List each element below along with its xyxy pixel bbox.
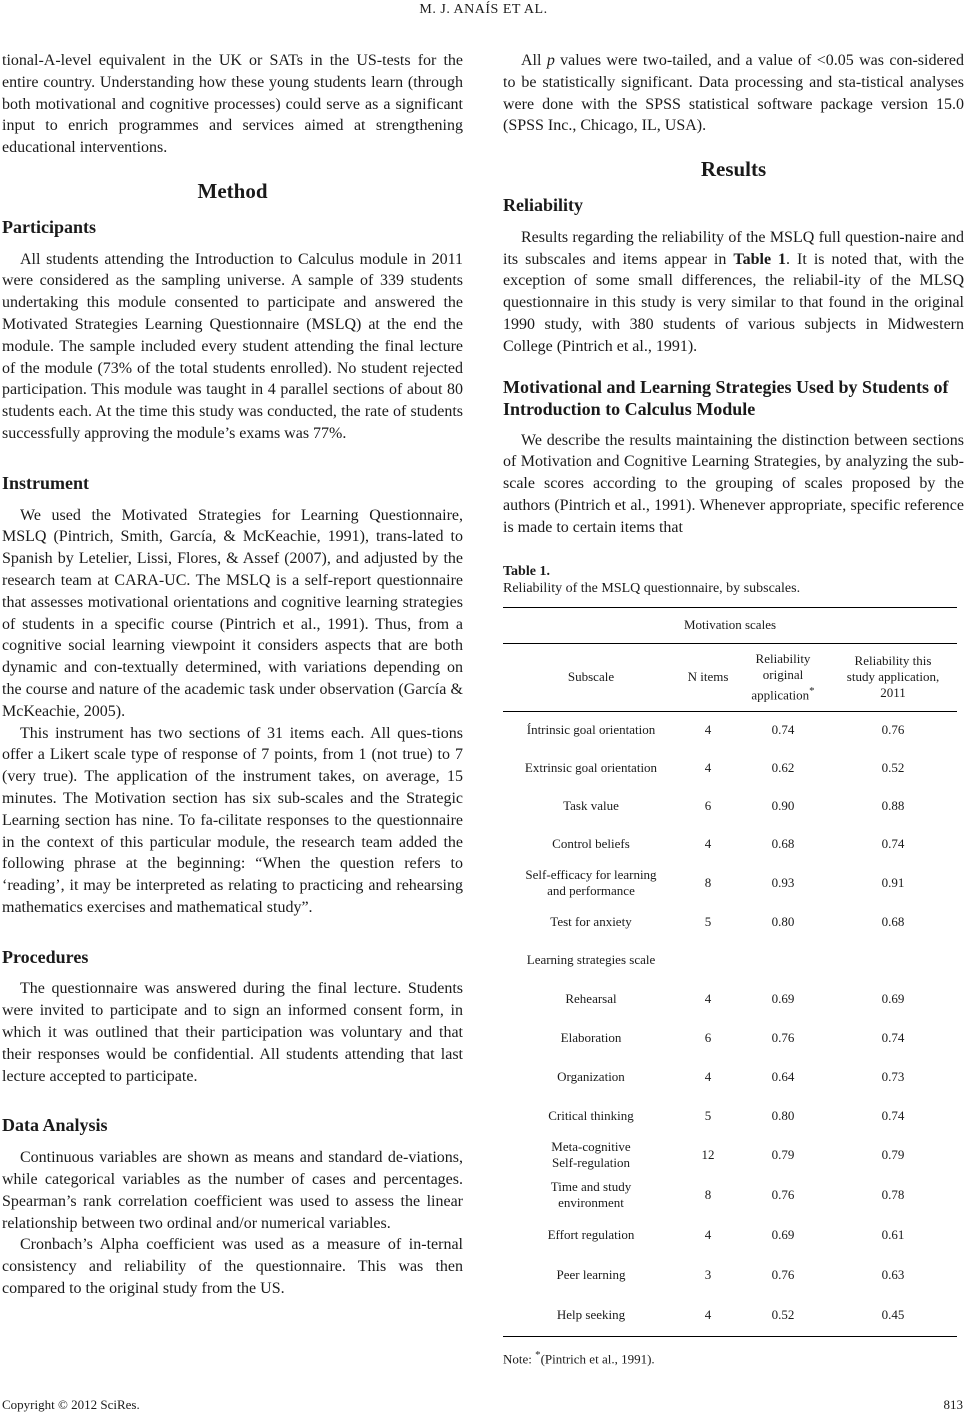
header-reliability-this-study: Reliability this study application, 2011 bbox=[829, 643, 957, 711]
table-number: Table 1. bbox=[503, 563, 550, 579]
p-values-text-start: All bbox=[521, 52, 547, 69]
table-title: Reliability of the MSLQ questionnaire, by subscales. bbox=[503, 580, 801, 596]
left-column bbox=[2, 50, 463, 1300]
table-row: Self-efficacy for learning and performance 8 0.93 0.91 bbox=[525, 867, 905, 899]
table-row: Meta-cognitive Self-regulation 12 0.79 0.79 bbox=[551, 1139, 905, 1171]
table-row: Time and study environment 8 0.76 0.78 bbox=[550, 1179, 905, 1211]
paragraph-data-analysis-1: Continuous variables are shown as means and standard de-viations, while categorical variables as the number of cases and percentages. Spearman’s rank correlation coefficient was used to assess the linear relationship between two ordinal and/or numerical variables. bbox=[2, 1149, 463, 1232]
table-row: Rehearsal 4 0.69 0.69 bbox=[565, 990, 905, 1006]
paragraph-intro: tional-A-level equivalent in the UK or SATs in the US-tests for the entire country. Understanding how these young students learn (through both motivational and cognitive processes) could serve as a significant input to enrich programmes and services aimed at strengthening educational interventions. bbox=[2, 52, 463, 157]
table-row: Control beliefs 4 0.68 0.74 bbox=[552, 836, 905, 852]
paragraph-instrument-2: This instrument has two sections of 31 items each. All ques-tions offer a Likert scale type of response of 7 points, from 1 (not true) to 7 (very true). The application of the instrument takes, on average, 15 minutes. The Motivation section has six sub-scales and the Strategic Learning section has nine. To fa-cilitate responses to the questionnaire in the context of this particular module, the research team added the following phrase at the beginning: “When the question refers to ‘reading’, it may be interpreted as relating to practicing and rehearsing mathematics exercises and mathematical study”. bbox=[2, 724, 463, 916]
table-row: Task value 6 0.90 0.88 bbox=[563, 798, 905, 814]
p-values-text-end: values were two-tailed, and a value of <0.05 was con-sidered to be statistically significant. Data processing and sta-tistical analyses were done with the SPSS statistical software package version 15.0 (SPSS Inc., Chicago, IL, USA). bbox=[503, 52, 964, 135]
reliability-table bbox=[503, 607, 957, 1337]
reliability-text-start: Results regarding the reliability of the MSLQ full question-naire and its subscales and items appear in bbox=[503, 228, 964, 268]
table-caption bbox=[503, 563, 964, 597]
running-head: M. J. ANAÍS ET AL. bbox=[419, 2, 548, 17]
table-row: Test for anxiety 5 0.80 0.68 bbox=[550, 914, 905, 930]
header-n-items: N items bbox=[679, 643, 737, 711]
right-column bbox=[503, 50, 964, 1370]
p-symbol: p bbox=[546, 52, 555, 69]
reliability-text-end: . It is noted that, with the exception of some small differences, the reliabil-ity of the MLSQ questionnaire in this study is very similar to that found in the original 1990 study, with 380 students of various subjects in Midwestern College (Pintrich et al., 1991). bbox=[503, 250, 965, 355]
paragraph-p-values bbox=[503, 50, 964, 137]
table-header-row bbox=[503, 643, 957, 711]
paragraph-instrument-1: We used the Motivated Strategies for Learning Questionnaire, MSLQ (Pintrich, Smith, García, & McKeachie, 1991), trans-lated to Spanish by Letelier, Lissi, Flores, & Assef (2007), and adjusted by the research team at CARA-UC. The MSLQ is a self-report questionnaire that assesses motivational orientations and cognitive learning strategies of students in a specific course (Pintrich et al., 1991). Thus, from a cognitive social learning viewpoint it considers aspects that are both dynamic and con-textually determined, with variations depending on the course and nature of the academic task under observation (García & McKeachie, 2005). bbox=[2, 506, 463, 720]
table-reference: Table 1 bbox=[733, 250, 787, 268]
table-row: Peer learning 3 0.76 0.63 bbox=[556, 1267, 905, 1283]
section-learning-strategies: Learning strategies scale bbox=[526, 952, 656, 968]
paragraph-procedures: The questionnaire was answered during the final lecture. Students were invited to participate and to sign an informed consent form, in which it was outlined that their participation was voluntary and that their responses would be confidential. All students attending that last lecture accepted to participate. bbox=[2, 980, 463, 1085]
table-row: Help seeking 4 0.52 0.45 bbox=[503, 1295, 957, 1336]
paragraph-motivational: We describe the results maintaining the distinction between sections of Motivation and Cognitive Learning Strategies, by analyzing the sub-scale scores according to the grouping of scales proposed by the authors (Pintrich et al., 1991). Whenever appropriate, specific reference is made to certain items that bbox=[503, 431, 964, 536]
heading-procedures: Procedures bbox=[2, 946, 89, 967]
heading-motivational-strategies: Motivational and Learning Strategies Used by Students of Introduction to Calculus Module bbox=[503, 376, 949, 419]
heading-data-analysis: Data Analysis bbox=[2, 1115, 108, 1136]
table-note: Note: *(Pintrich et al., 1991). bbox=[503, 1348, 655, 1366]
table-row: Critical thinking 5 0.80 0.74 bbox=[548, 1107, 905, 1123]
header-reliability-original: Reliability original application* bbox=[737, 643, 829, 711]
header-subscale: Subscale bbox=[503, 643, 679, 711]
footer-page-number: 813 bbox=[943, 1397, 963, 1412]
heading-reliability: Reliability bbox=[503, 194, 583, 215]
section-motivation-scales: Motivation scales bbox=[503, 607, 957, 643]
heading-instrument: Instrument bbox=[2, 472, 90, 493]
heading-results: Results bbox=[700, 157, 767, 182]
paragraph-participants: All students attending the Introduction to Calculus module in 2011 were considered as the sampling universe. A sample of 339 students undertaking this module consented to participate and answered the Motivated Strategies Learning Questionnaire (MSLQ) at the end the module. The sample included every student attending the final lecture of the module (73% of the total students enrolled). No student rejected participation. This module was taught in 4 parallel sections of about 80 students each. At the time this study was conducted, the rate of students successfully approving the module’s exams was 77%. bbox=[2, 250, 463, 442]
paragraph-data-analysis-2: Cronbach’s Alpha coefficient was used as a measure of in-ternal consistency and reliability of the questionnaire. This was then compared to the original study from the US. bbox=[2, 1236, 463, 1298]
table-row: Elaboration 6 0.76 0.74 bbox=[560, 1029, 905, 1045]
table-row: Effort regulation 4 0.69 0.61 bbox=[547, 1227, 905, 1243]
paragraph-reliability bbox=[503, 227, 964, 358]
table-row: Extrinsic goal orientation 4 0.62 0.52 bbox=[524, 760, 905, 776]
table-row: Íntrinsic goal orientation 4 0.74 0.76 bbox=[526, 722, 905, 738]
footer-copyright: Copyright © 2012 SciRes. bbox=[2, 1397, 140, 1412]
table-row: Organization 4 0.64 0.73 bbox=[557, 1068, 905, 1084]
heading-method: Method bbox=[197, 178, 268, 203]
heading-participants: Participants bbox=[2, 216, 96, 237]
